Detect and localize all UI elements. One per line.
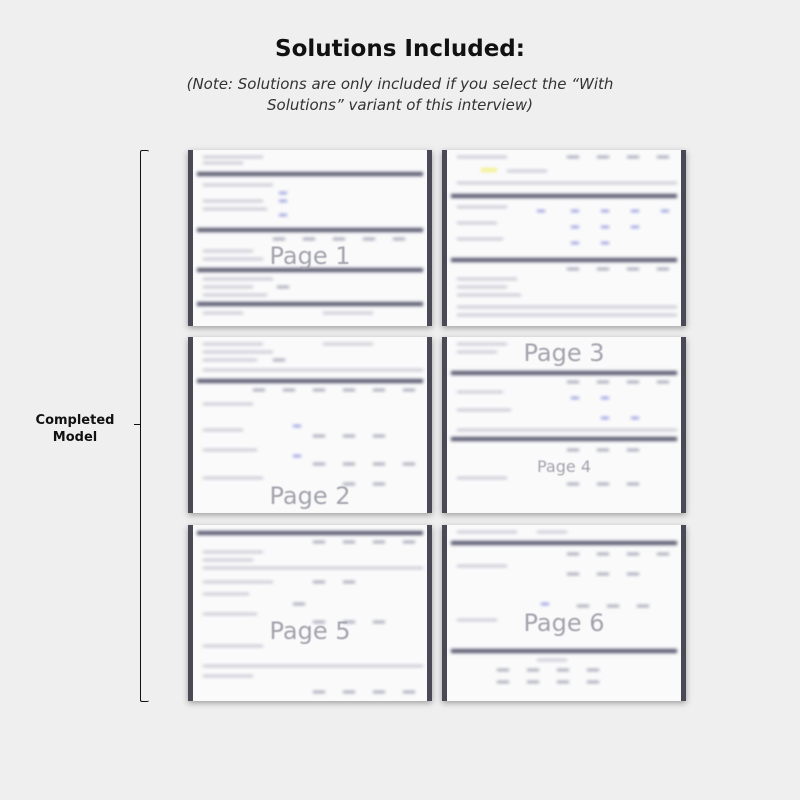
spreadsheet-preview: [193, 150, 427, 326]
page-label: Page 3: [523, 339, 605, 367]
page-title: Solutions Included:: [275, 36, 525, 62]
solutions-note: (Note: Solutions are only included if you select the “With Solutions” variant of this interview): [186, 75, 614, 114]
completed-model-label: Completed Model: [35, 413, 115, 445]
bracket-tick: [134, 424, 141, 425]
page-label: Page 2: [269, 482, 351, 510]
page-thumbnail-5: [188, 525, 432, 701]
page-label: Page 6: [523, 609, 605, 637]
page-label: Page 1: [269, 242, 351, 270]
page-thumbnail-6: [442, 525, 686, 701]
page-thumbnail-1: [188, 150, 432, 326]
bracket: [140, 150, 149, 702]
page-thumbnail-2: [188, 337, 432, 513]
spreadsheet-preview: [447, 150, 681, 326]
spreadsheet-preview: [193, 525, 427, 701]
page-thumbnail-top-right: [442, 150, 686, 326]
page-label: Page 5: [269, 617, 351, 645]
page-thumbnail-3-4: [442, 337, 686, 513]
page-label: Page 4: [537, 457, 591, 476]
